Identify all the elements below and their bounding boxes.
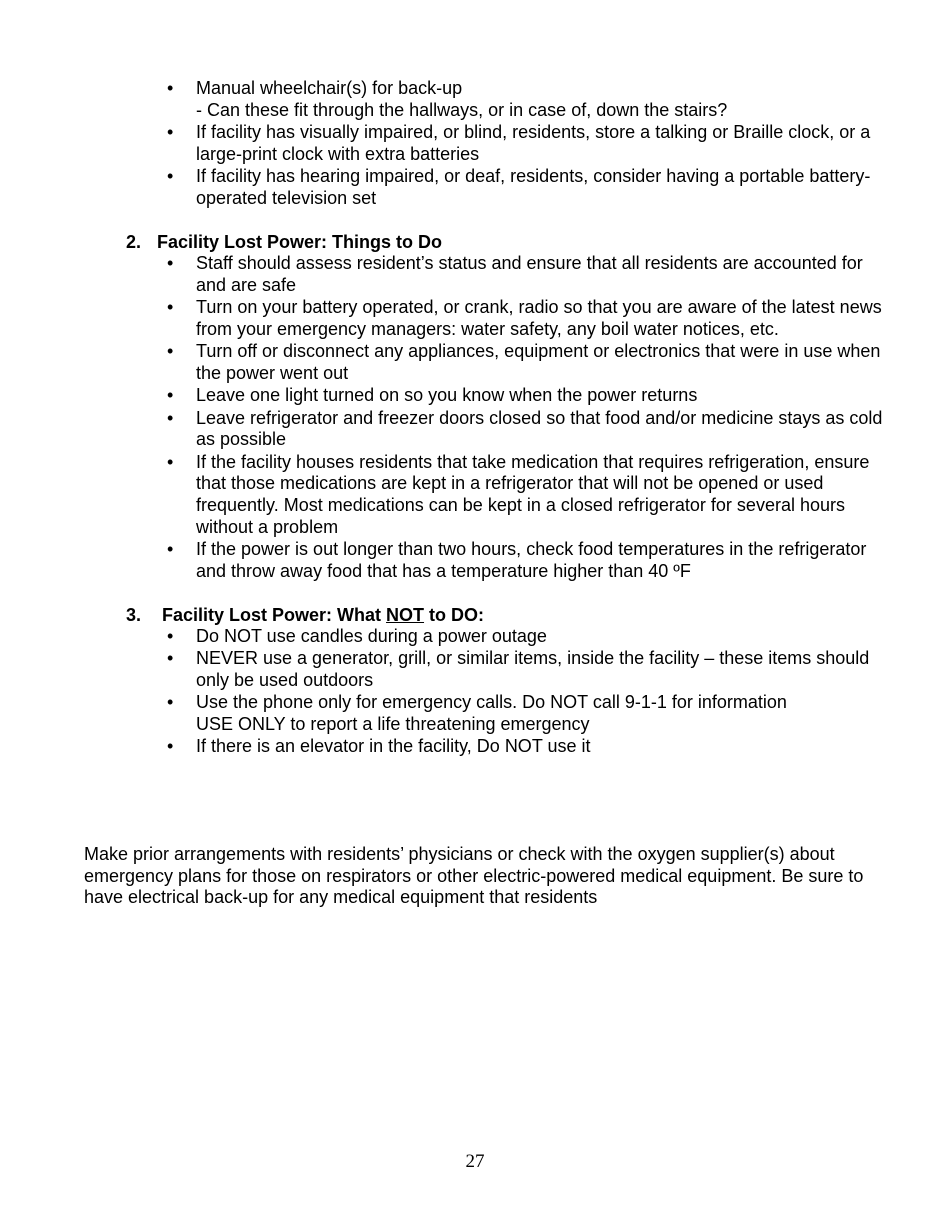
section-3-number: 3. xyxy=(126,605,142,625)
section-3-title-end: to DO: xyxy=(424,605,485,625)
list-item-text: Do NOT use candles during a power outage xyxy=(196,626,547,646)
list-item-text: Use the phone only for emergency calls. Do NOT call 9-1-1 for information xyxy=(196,692,787,713)
list-item xyxy=(0,452,950,539)
top-bullet-list-block xyxy=(0,78,950,210)
list-item xyxy=(0,78,950,122)
list-item xyxy=(0,626,950,648)
list-item-text: Manual wheelchair(s) for back-up xyxy=(196,78,463,98)
list-item-subtext: USE ONLY to report a life threatening emergency xyxy=(196,714,590,735)
list-item xyxy=(0,539,950,583)
list-item-text: If the facility houses residents that take medication that requires refrigeration, ensure that those medications are kept in a refrigerator that will not be opened or used frequently. Most medications can be kept in a closed refrigerator for several hours without a problem xyxy=(196,451,870,538)
list-item xyxy=(0,648,950,692)
list-item-text: Staff should assess resident’s status and ensure that all residents are accounted for and are safe xyxy=(196,253,863,295)
section-3-title-start: Facility Lost Power: What xyxy=(162,605,387,625)
list-item-text: If there is an elevator in the facility, Do NOT use it xyxy=(196,736,591,757)
list-item xyxy=(0,692,950,736)
page-number: 27 xyxy=(465,1151,485,1172)
list-item-text: If facility has visually impaired, or blind, residents, store a talking or Braille clock, or a large-print clock with extra batteries xyxy=(196,122,871,164)
top-bullet-list xyxy=(0,78,950,210)
list-item-text: Turn off or disconnect any appliances, equipment or electronics that were in use when the power went out xyxy=(196,341,881,383)
section-2-heading xyxy=(126,231,442,253)
list-item-subtext: - Can these fit through the hallways, or in case of, down the stairs? xyxy=(196,99,728,120)
list-item-text: If facility has hearing impaired, or deaf, residents, consider having a portable battery-operated television set xyxy=(196,166,871,208)
list-item xyxy=(0,736,950,758)
list-item xyxy=(0,166,950,210)
list-item-text: Leave one light turned on so you know when the power returns xyxy=(196,385,698,406)
section-3-list-block xyxy=(0,626,950,759)
list-item-text: Turn on your battery operated, or crank, radio so that you are aware of the latest news from your emergency managers: water safety, any boil water notices, etc. xyxy=(196,297,882,339)
section-2-number: 2. xyxy=(126,232,142,252)
list-item xyxy=(0,253,950,297)
list-item-text: Leave refrigerator and freezer doors closed so that food and/or medicine stays as cold as possible xyxy=(196,407,883,450)
list-item xyxy=(0,385,950,407)
section-3-heading xyxy=(126,604,484,626)
closing-paragraph: Make prior arrangements with residents’ physicians or check with the oxygen supplier(s) about emergency plans for those on respirators or other electric-powered medical equipment. Be sure to have electrical back-up for any medical equipment that residents xyxy=(84,844,864,908)
section-3-list xyxy=(0,626,950,758)
section-2-list xyxy=(0,253,950,583)
list-item xyxy=(0,408,950,452)
section-2-title: Facility Lost Power: Things to Do xyxy=(157,232,443,252)
list-item xyxy=(0,122,950,166)
list-item-text: If the power is out longer than two hours, check food temperatures in the refrigerator and throw away food that has a temperature higher than 40 ºF xyxy=(196,539,867,582)
list-item xyxy=(0,297,950,341)
list-item xyxy=(0,341,950,385)
section-2-list-block xyxy=(0,253,950,583)
section-3-title-emphasis: NOT xyxy=(386,605,425,625)
list-item-text: NEVER use a generator, grill, or similar items, inside the facility – these items should only be used outdoors xyxy=(196,648,870,691)
